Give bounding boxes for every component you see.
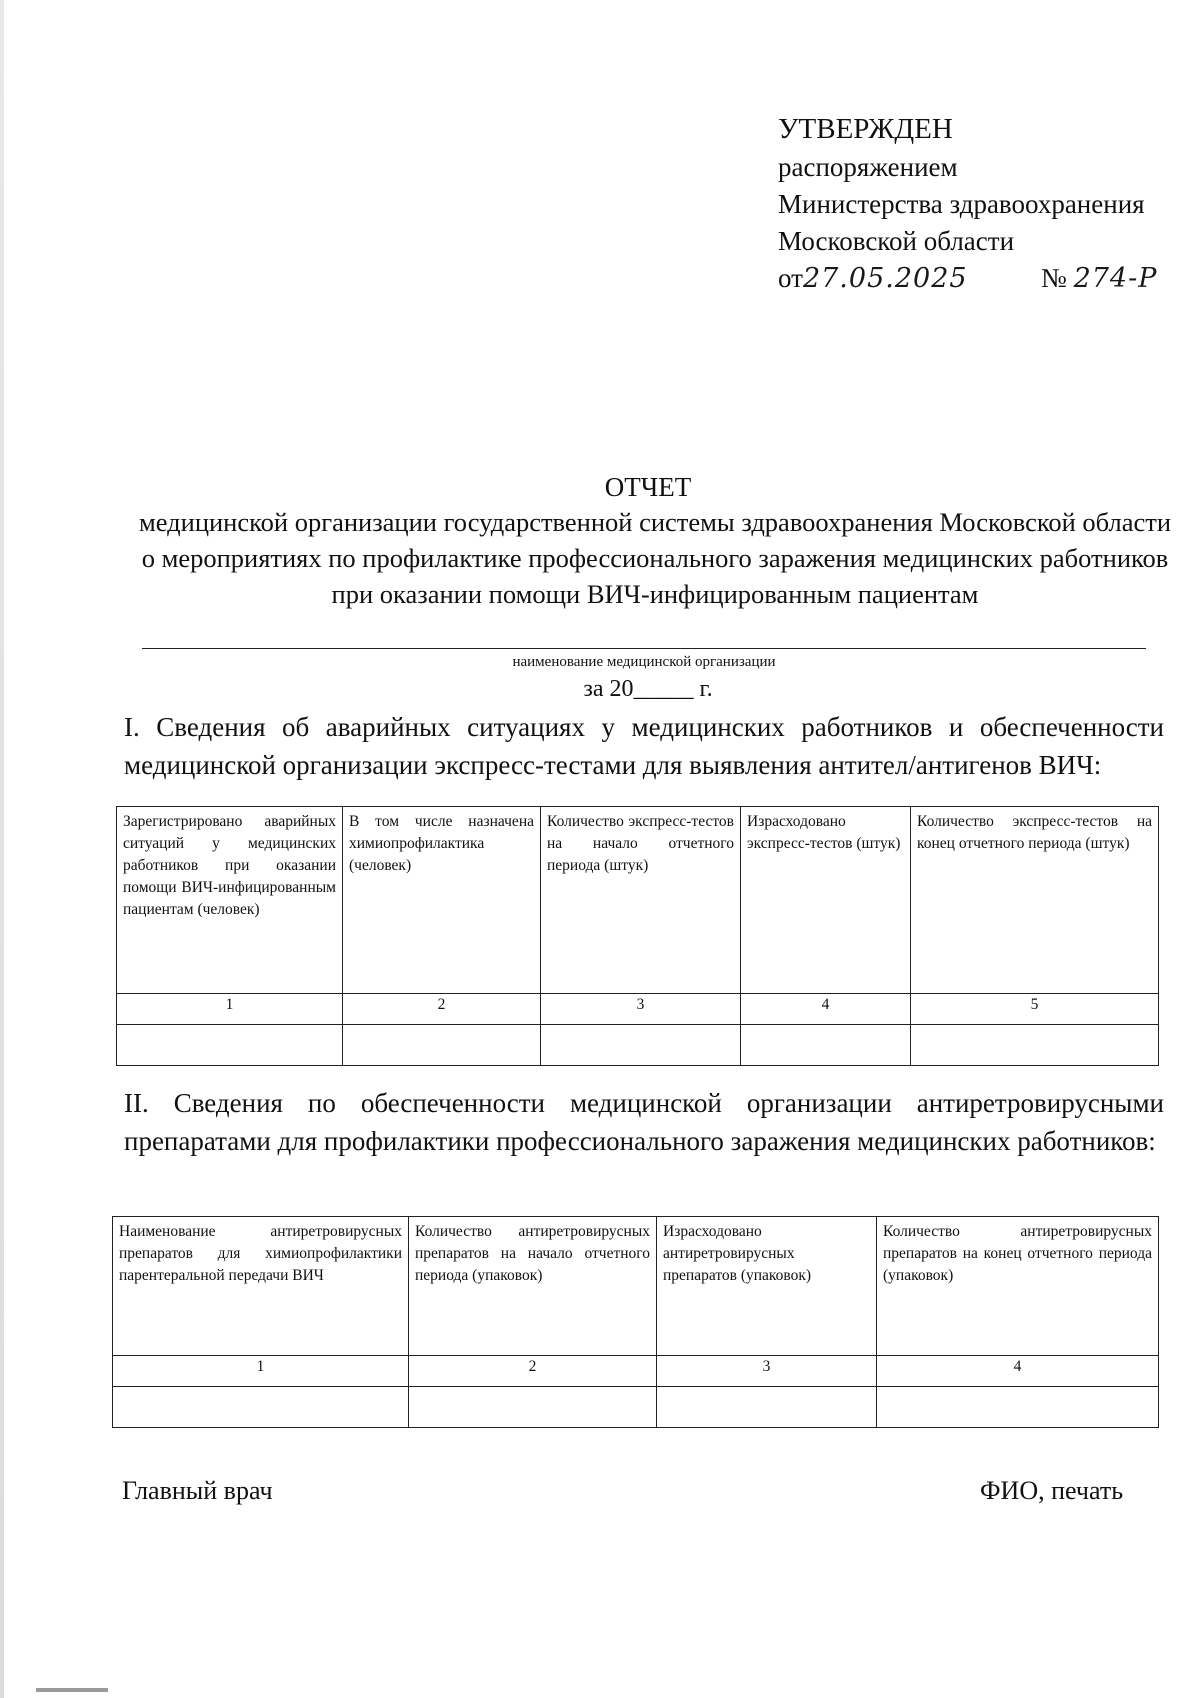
section-1-heading: I. Сведения об аварийных ситуациях у медицинских работников и обеспеченности медицинской организации экспресс-тестами для выявления антител/антигенов ВИЧ: bbox=[124, 712, 1164, 781]
handwritten-number: 274-Р bbox=[1073, 262, 1158, 294]
date-prefix: от bbox=[778, 262, 803, 293]
data-cell[interactable] bbox=[541, 1025, 741, 1066]
column-number-row bbox=[113, 1356, 1159, 1387]
column-number-row bbox=[117, 994, 1159, 1025]
table-antiretroviral-drugs bbox=[112, 1216, 1159, 1428]
column-number: 1 bbox=[113, 1356, 409, 1387]
table-data-row bbox=[113, 1387, 1159, 1428]
column-header: Наименование антиретровирусных препаратов для химиопрофилактики парентеральной передачи ВИЧ bbox=[113, 1217, 409, 1356]
approval-block bbox=[778, 110, 1157, 297]
table-data-row bbox=[117, 1025, 1159, 1066]
column-number: 1 bbox=[117, 994, 343, 1025]
scan-edge-mark bbox=[36, 1688, 108, 1692]
approval-title: УТВЕРЖДЕН bbox=[778, 113, 953, 145]
data-cell[interactable] bbox=[117, 1025, 343, 1066]
data-cell[interactable] bbox=[877, 1387, 1159, 1428]
approval-line-1: распоряжением bbox=[778, 152, 958, 183]
scan-margin-line bbox=[0, 0, 4, 1698]
report-period: за 20_____ г. bbox=[583, 676, 713, 702]
report-subtitle: медицинской организации государственной системы здравоохранения Московской области о мероприятиях по профилактике профессионального заражения медицинских работников при оказании помощи ВИЧ-инфицированным пациентам bbox=[138, 507, 1172, 609]
signer-title: Главный врач bbox=[122, 1476, 273, 1505]
column-number: 2 bbox=[343, 994, 541, 1025]
data-cell[interactable] bbox=[343, 1025, 541, 1066]
column-number: 4 bbox=[877, 1356, 1159, 1387]
data-cell[interactable] bbox=[113, 1387, 409, 1428]
number-prefix: № bbox=[1041, 262, 1067, 293]
approval-line-3: Московской области bbox=[778, 225, 1015, 256]
table-header-row bbox=[113, 1217, 1159, 1356]
data-cell[interactable] bbox=[409, 1387, 657, 1428]
data-cell[interactable] bbox=[911, 1025, 1159, 1066]
column-number: 2 bbox=[409, 1356, 657, 1387]
column-header: Количество антиретровирусных препаратов на конец отчетного периода (упаковок) bbox=[877, 1217, 1159, 1356]
approval-date-line bbox=[778, 260, 1157, 298]
section-2-heading: II. Сведения по обеспеченности медицинской организации антиретровирусными препаратами для профилактики профессионального заражения медицинских работников: bbox=[124, 1088, 1164, 1157]
column-header: Количество экспресс-тестов на начало отчетного периода (штук) bbox=[541, 807, 741, 994]
column-header: Зарегистрировано аварийных ситуаций у медицинских работников при оказании помощи ВИЧ-инфицированным пациентам (человек) bbox=[117, 807, 343, 994]
column-number: 5 bbox=[911, 994, 1159, 1025]
table-emergencies-tests bbox=[116, 806, 1159, 1066]
data-cell[interactable] bbox=[657, 1387, 877, 1428]
column-number: 3 bbox=[657, 1356, 877, 1387]
data-cell[interactable] bbox=[741, 1025, 911, 1066]
column-header: Количество антиретровирусных препаратов на начало отчетного периода (упаковок) bbox=[409, 1217, 657, 1356]
column-header: Израсходовано антиретровирусных препаратов (упаковок) bbox=[657, 1217, 877, 1356]
signature-hint: ФИО, печать bbox=[980, 1476, 1124, 1505]
column-number: 4 bbox=[741, 994, 911, 1025]
column-header: Количество экспресс-тестов на конец отчетного периода (штук) bbox=[911, 807, 1159, 994]
column-number: 3 bbox=[541, 994, 741, 1025]
org-name-caption: наименование медицинской организации bbox=[512, 654, 776, 670]
table-header-row bbox=[117, 807, 1159, 994]
handwritten-date: 27.05.2025 bbox=[802, 262, 968, 294]
approval-line-2: Министерства здравоохранения bbox=[778, 189, 1145, 220]
report-title: ОТЧЕТ bbox=[604, 472, 692, 502]
column-header: В том числе назначена химиопрофилактика (человек) bbox=[343, 807, 541, 994]
org-name-blank-line bbox=[142, 648, 1146, 649]
column-header: Израсходовано экспресс-тестов (штук) bbox=[741, 807, 911, 994]
